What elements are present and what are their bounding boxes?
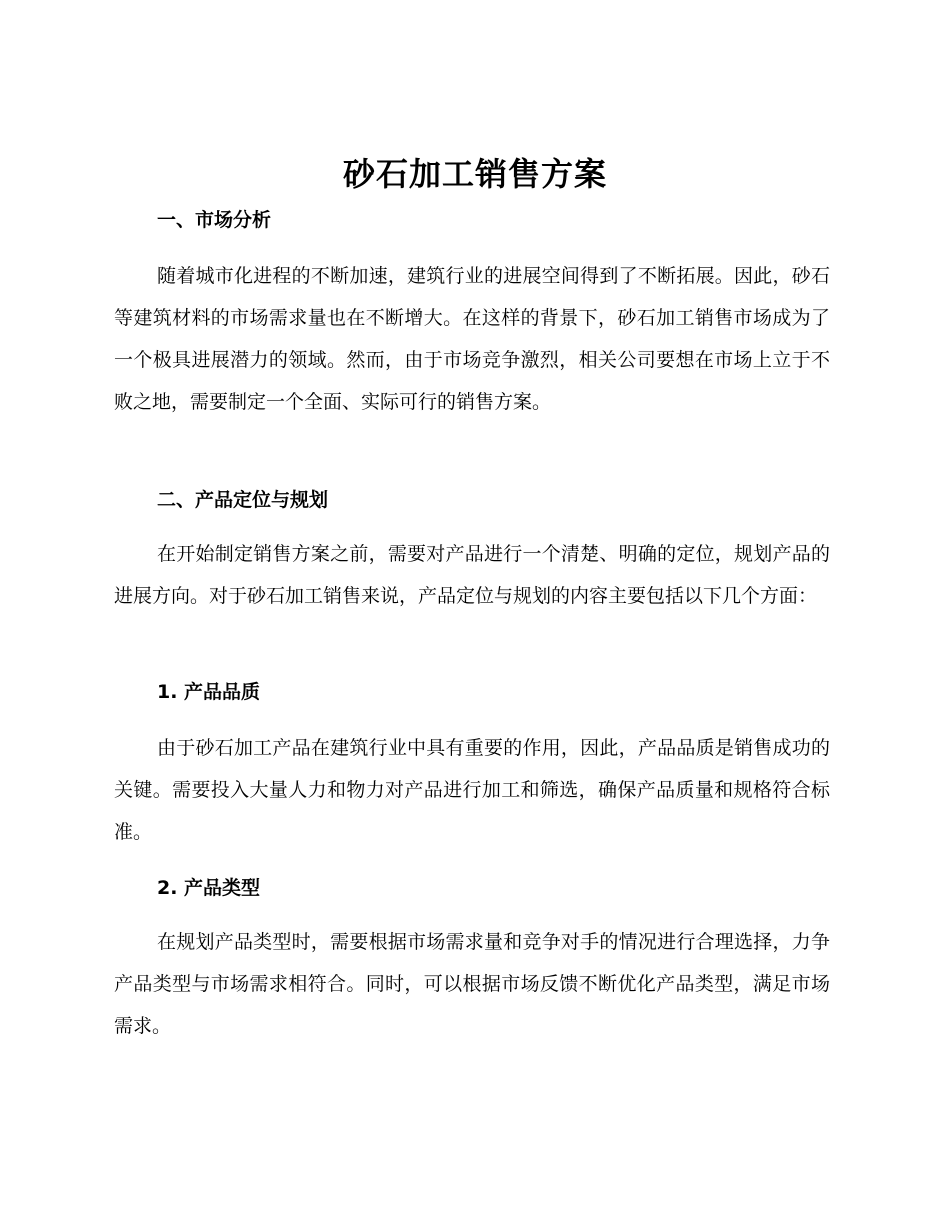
section-heading-product-quality: 1. 产品品质 xyxy=(157,681,261,703)
section-heading-market-analysis: 一、市场分析 xyxy=(157,209,272,231)
section-paragraph-product-quality: 由于砂石加工产品在建筑行业中具有重要的作用，因此，产品品质是销售成功的关键。需要投入大量人力和物力对产品进行加工和筛选，确保产品质量和规格符合标准。 xyxy=(114,737,830,843)
section-paragraph-product-type: 在规划产品类型时，需要根据市场需求量和竞争对手的情况进行合理选择，力争产品类型与市场需求相符合。同时，可以根据市场反馈不断优化产品类型，满足市场需求。 xyxy=(114,931,830,1037)
document-title: 砂石加工销售方案 xyxy=(342,155,607,193)
section-paragraph-product-positioning: 在开始制定销售方案之前，需要对产品进行一个清楚、明确的定位，规划产品的进展方向。对于砂石加工销售来说，产品定位与规划的内容主要包括以下几个方面： xyxy=(114,543,830,607)
section-paragraph-market-analysis: 随着城市化进程的不断加速，建筑行业的进展空间得到了不断拓展。因此，砂石等建筑材料的市场需求量也在不断增大。在这样的背景下，砂石加工销售市场成为了一个极具进展潜力的领域。然而，由于市场竞争激烈，相关公司要想在市场上立于不败之地，需要制定一个全面、实际可行的销售方案。 xyxy=(114,265,830,413)
section-heading-product-type: 2. 产品类型 xyxy=(157,877,261,899)
section-heading-product-positioning: 二、产品定位与规划 xyxy=(157,489,329,511)
